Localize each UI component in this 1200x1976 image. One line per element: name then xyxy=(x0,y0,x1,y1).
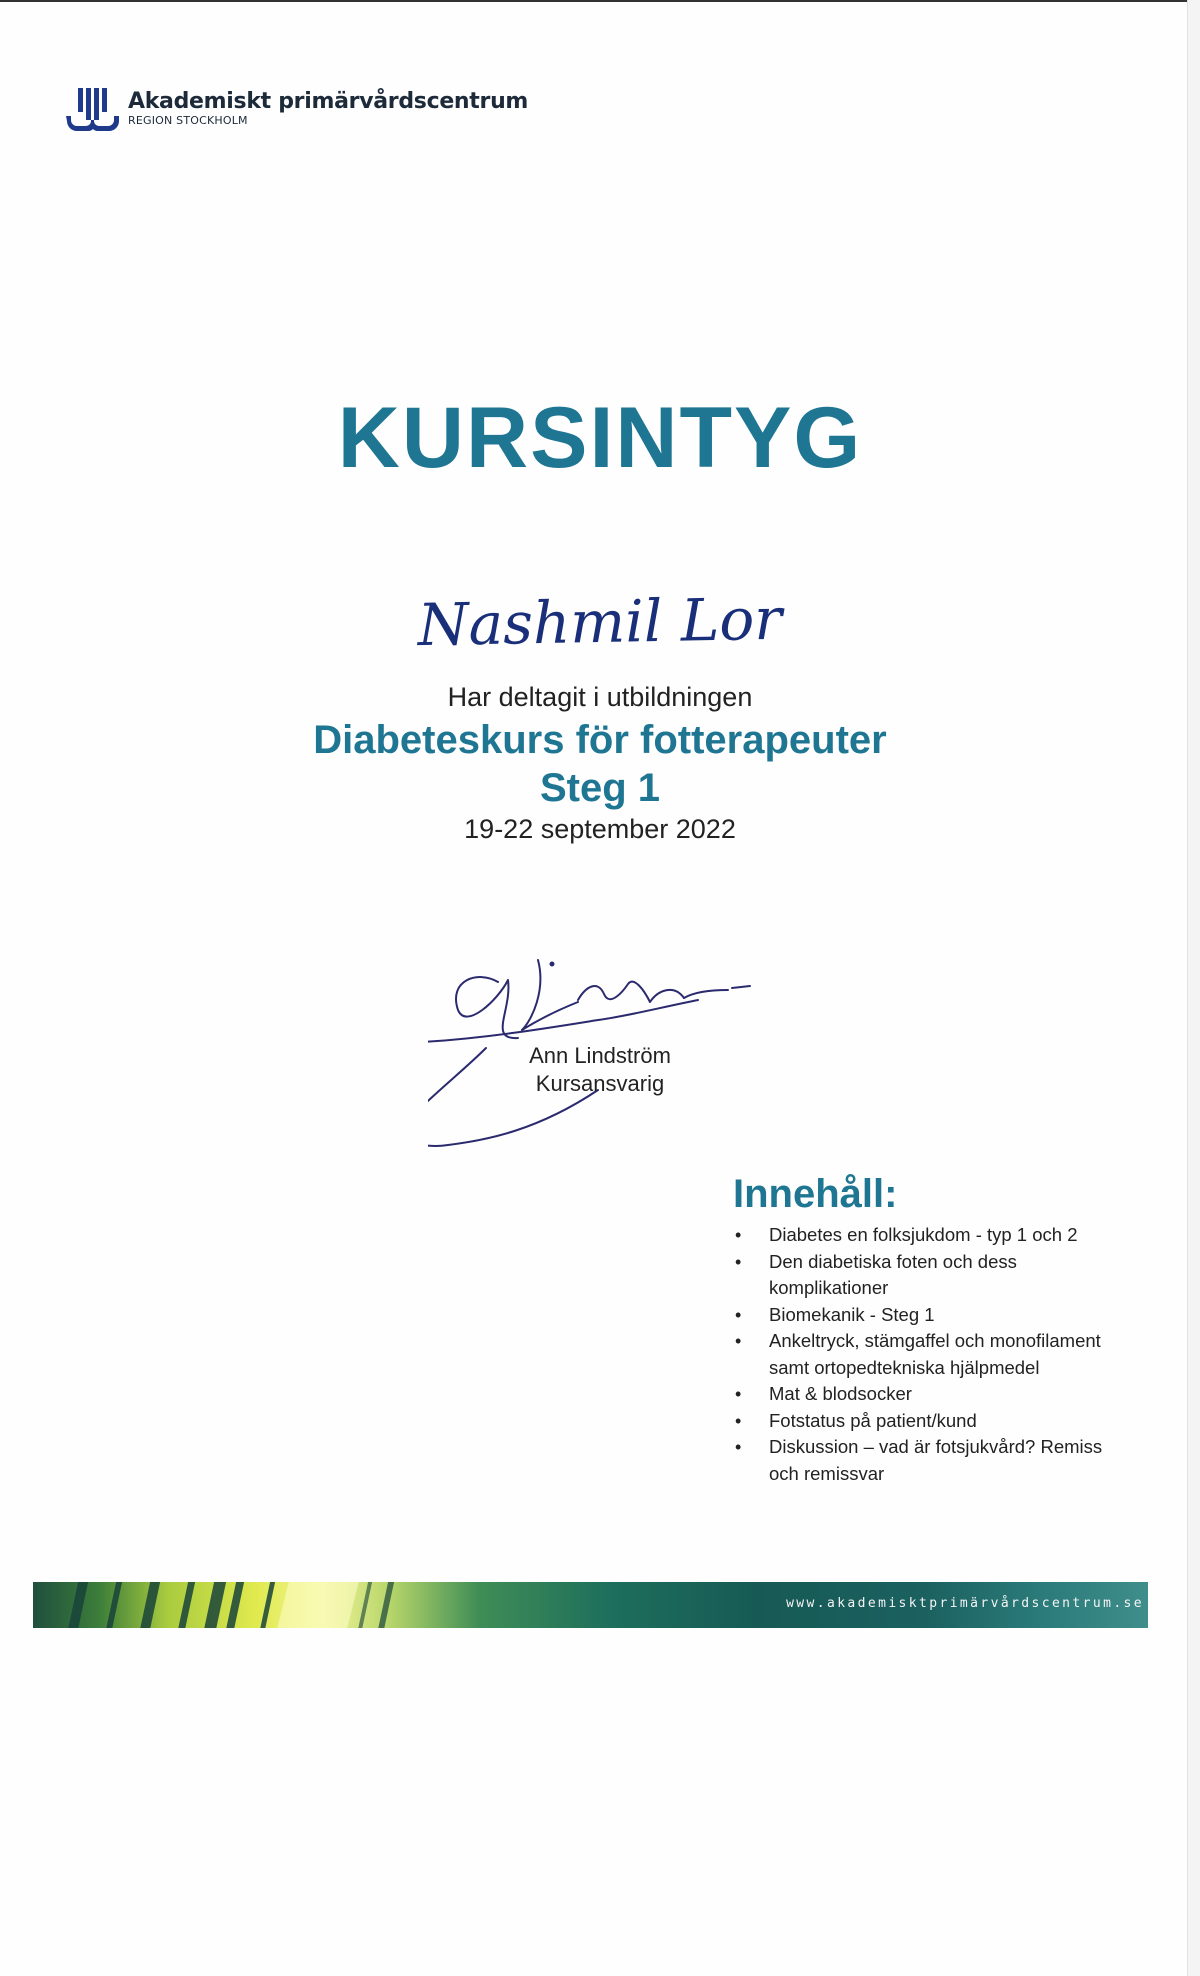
organization-region: REGION STOCKHOLM xyxy=(128,114,248,127)
list-item: • Biomekanik - Steg 1 xyxy=(733,1302,1103,1329)
list-item: • Diabetes en folksjukdom - typ 1 och 2 xyxy=(733,1222,1103,1249)
list-item: • Den diabetiska foten och dess komplikationer xyxy=(733,1249,1103,1302)
list-item: • Diskussion – vad är fotsjukvård? Remiss och remissvar xyxy=(733,1434,1103,1487)
course-step: Steg 1 xyxy=(539,766,661,810)
contents-heading: Innehåll: xyxy=(733,1172,898,1216)
signatory-role: Kursansvarig xyxy=(535,1071,665,1096)
contents-list xyxy=(733,1222,1103,1487)
list-item: • Fotstatus på patient/kund xyxy=(733,1408,1103,1435)
participant-name: Nashmil Lor xyxy=(417,584,783,660)
signatory-name: Ann Lindström xyxy=(529,1043,671,1068)
organization-name: Akademiskt primärvårdscentrum xyxy=(128,89,529,114)
organization-logo xyxy=(64,86,528,134)
list-item: • Ankeltryck, stämgaffel och monofilament samt ortopedtekniska hjälpmedel xyxy=(733,1328,1103,1381)
footer-website: www.akademisktprimärvårdscentrum.se xyxy=(786,1596,1144,1611)
course-contents xyxy=(733,1170,1103,1487)
certificate-title: KURSINTYG xyxy=(337,390,863,486)
scan-top-edge xyxy=(0,0,1200,2)
list-item: • Mat & blodsocker xyxy=(733,1381,1103,1408)
participant-name-handwriting xyxy=(410,572,790,672)
course-name: Diabeteskurs för fotterapeuter xyxy=(313,718,887,762)
footer-banner xyxy=(33,1582,1148,1628)
participation-intro: Har deltagit i utbildningen xyxy=(447,682,753,712)
scan-right-edge xyxy=(1187,0,1200,1976)
jl-logo-mark-icon xyxy=(64,86,120,134)
course-dates: 19-22 september 2022 xyxy=(464,814,736,844)
